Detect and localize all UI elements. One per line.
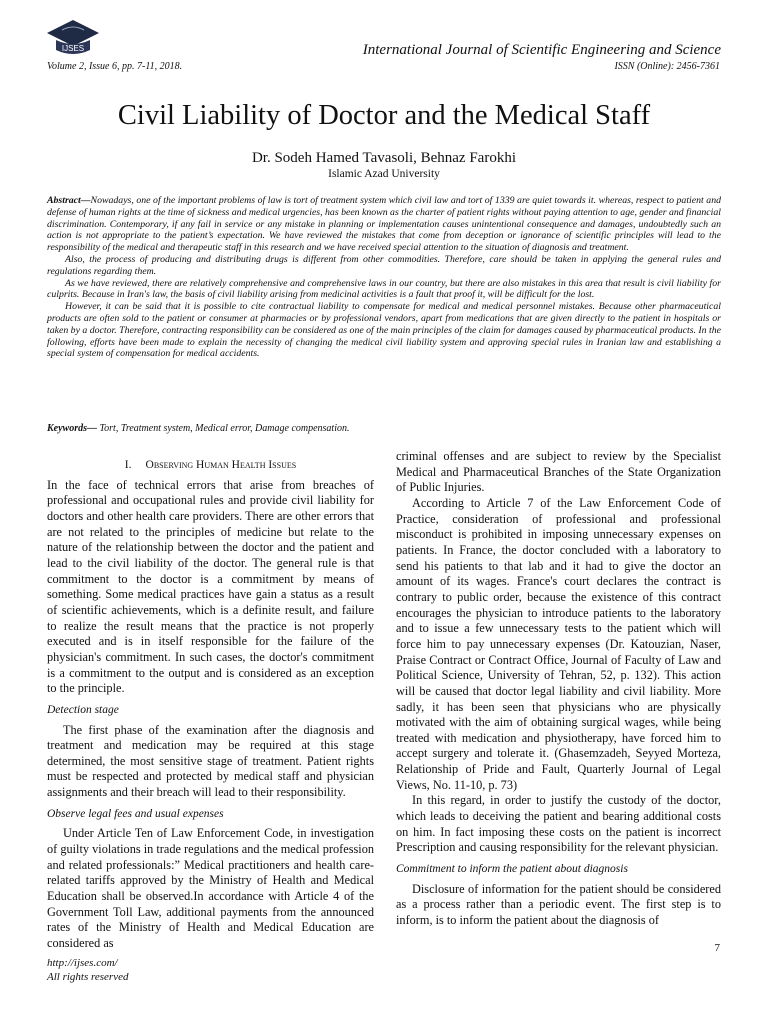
- abstract-paragraph: Abstract—Nowadays, one of the important problems of law is tort of treatment system which civil law and tort of 1339 are quiet towards it. whereas, respect to patient and defense of human rights at the time of sickness and medical urgencies, has been known as the charter of patient rights without paying attention to age, gender and financial discrimination. Contemporary, if any fail in service or any mistake in planning or implementation causes unintentional consequence and damages, undoubtedly such an action is not appropriate to the patient’s expectation. We have reviewed the mistakes that come from deception or ignorance of scientific principles will lead to the responsibility of the medical and therapeutic staff in this research and we have received special attention to the situation of diagnosis and treatment.: [47, 195, 721, 254]
- body-paragraph: Under Article Ten of Law Enforcement Code, in investigation of guilty violations in trade regulations and the medical profession and related professionals:” Medical practitioners and health care-related tariffs approved by the Ministry of Health and Medical Education shall be observed.In accordance with Article 4 of the Government Toll Law, additional payments from the announced rates of the Ministry of Health and Medical Education are considered as: [47, 826, 374, 951]
- section-heading: [47, 458, 374, 474]
- footer-url[interactable]: http://ijses.com/: [47, 957, 118, 969]
- journal-title: International Journal of Scientific Engineering and Science: [362, 42, 721, 58]
- subsection-heading: Observe legal fees and usual expenses: [47, 807, 224, 820]
- keywords-text: Tort, Treatment system, Medical error, Damage compensation.: [97, 423, 350, 434]
- abstract-paragraph: However, it can be said that it is possible to cite contractual liability to compensate for medical and medical personnel mistakes. Because other pharmaceutical products are often sold to the patient or consumer at pharmacies or by professional vendors, apart from medications that are given directly to the patient in hospitals or taken by a doctor. Therefore, contracting responsibility can be considered as one of the main principles of the claim for damages caused by pharmaceutical products. In the following, efforts have been made to explain the necessity of changing the medical civil liability system and approving special rules in Iranian law and establishing a special system of compensation for medical accidents.: [47, 301, 721, 360]
- footer: [47, 956, 128, 984]
- section-number: I.: [124, 459, 132, 471]
- body-paragraph: According to Article 7 of the Law Enforcement Code of Practice, consideration of professional and professional misconduct is prohibited in imposing unnecessary expenses on patients. In France, the doctor concluded with a laboratory to send his patients to that lab and it had to give the doctor an amount of its wages. France's court declares the contract is contrary to public order, because the existence of this contract encourages the physician to introduce patients to the laboratory and to issue a few unnecessary tests to the patient which will force him to pay unnecessary expenses (Dr. Katouzian, Naser, Praise Contract or Contract Office, Journal of Faculty of Law and Political Science, University of Tehran, 52, p. 132). This action will be caused that doctor legal liability and civil liability. More sadly, it has been seen that physicians who are physically motivated with the aim of obtaining surgical wages, while being treated with medication and physiotherapy, have forced him to accept surgery and tolerate it. (Ghasemzadeh, Seyyed Morteza, Relationship of Pride and Fault, Quarterly Journal of Legal Views, No. 11-10, p. 73): [396, 495, 721, 792]
- footer-rights: All rights reserved: [47, 971, 129, 983]
- subsection-heading: Commitment to inform the patient about diagnosis: [396, 863, 628, 876]
- body-paragraph: Disclosure of information for the patient should be considered as a process rather than a periodic event. The first step is to inform, is to inform the patient about the diagnosis of: [396, 881, 721, 928]
- body-paragraph: In the face of technical errors that arise from breaches of professional and occupational rules and provide civil liability for doctors and other health care providers. There are other errors that are not related to the principles of medicine but relate to the nature of the relationship between the doctor and the patient and lead to the civil liability of the doctor. The general rule is that commitment to the doctor is a commitment by means of something. Some medical practices have gain a status as a result of scientific achievements, which is a definite result, and failure to realize the result means that the practice is not properly executed and is in itself responsible for the failure of the physician's commitment. In such cases, the doctor's commitment is a commitment to the output and is considered as an exception to the principle.: [47, 477, 374, 696]
- keywords-label: Keywords—: [47, 423, 97, 434]
- logo-text: IJSES: [61, 44, 85, 53]
- abstract: [47, 195, 721, 360]
- keywords: [47, 423, 721, 434]
- abstract-paragraph: As we have reviewed, there are relatively comprehensive and comprehensive laws in our country, but there are also mistakes in this area that result is civil liability for culprits. Because in Iran's law, the basis of civil liability arising from medicinal activities is a fault that proof it, will be difficult for the lost.: [47, 277, 721, 301]
- authors: Dr. Sodeh Hamed Tavasoli, Behnaz Farokhi: [251, 150, 517, 166]
- section-title: Observing Human Health Issues: [145, 459, 297, 471]
- paper-title: Civil Liability of Doctor and the Medical Staff: [117, 100, 651, 131]
- abstract-label: Abstract—: [47, 195, 91, 206]
- abstract-paragraph: Also, the process of producing and distributing drugs is different from other commodities. Therefore, care should be taken in applying the general rules and regulations regarding them.: [47, 253, 721, 277]
- body-paragraph: criminal offenses and are subject to review by the Specialist Medical and Pharmaceutical Branches of the State Organization of Public Injuries.: [396, 449, 721, 495]
- right-column: [396, 449, 721, 929]
- page-number: 7: [714, 942, 720, 954]
- body-paragraph: In this regard, in order to justify the custody of the doctor, which leads to deceiving the patient and bearing additional costs on him. In fact imposing these costs on the patient is incorrect Prescription and causing responsibility for the relevant physician.: [396, 793, 721, 855]
- issn: ISSN (Online): 2456-7361: [614, 61, 720, 72]
- body-paragraph: The first phase of the examination after the diagnosis and treatment and medication may be required at this stage determined, the most sensitive stage of treatment. Patient rights must be respected and protected by medical staff and physician assignments and their breach will lead to their responsibility.: [47, 722, 374, 800]
- volume-info: Volume 2, Issue 6, pp. 7-11, 2018.: [47, 61, 183, 72]
- left-column: [47, 458, 374, 952]
- subsection-heading: Detection stage: [47, 703, 119, 716]
- journal-logo: [44, 18, 102, 62]
- affiliation: Islamic Azad University: [328, 168, 440, 180]
